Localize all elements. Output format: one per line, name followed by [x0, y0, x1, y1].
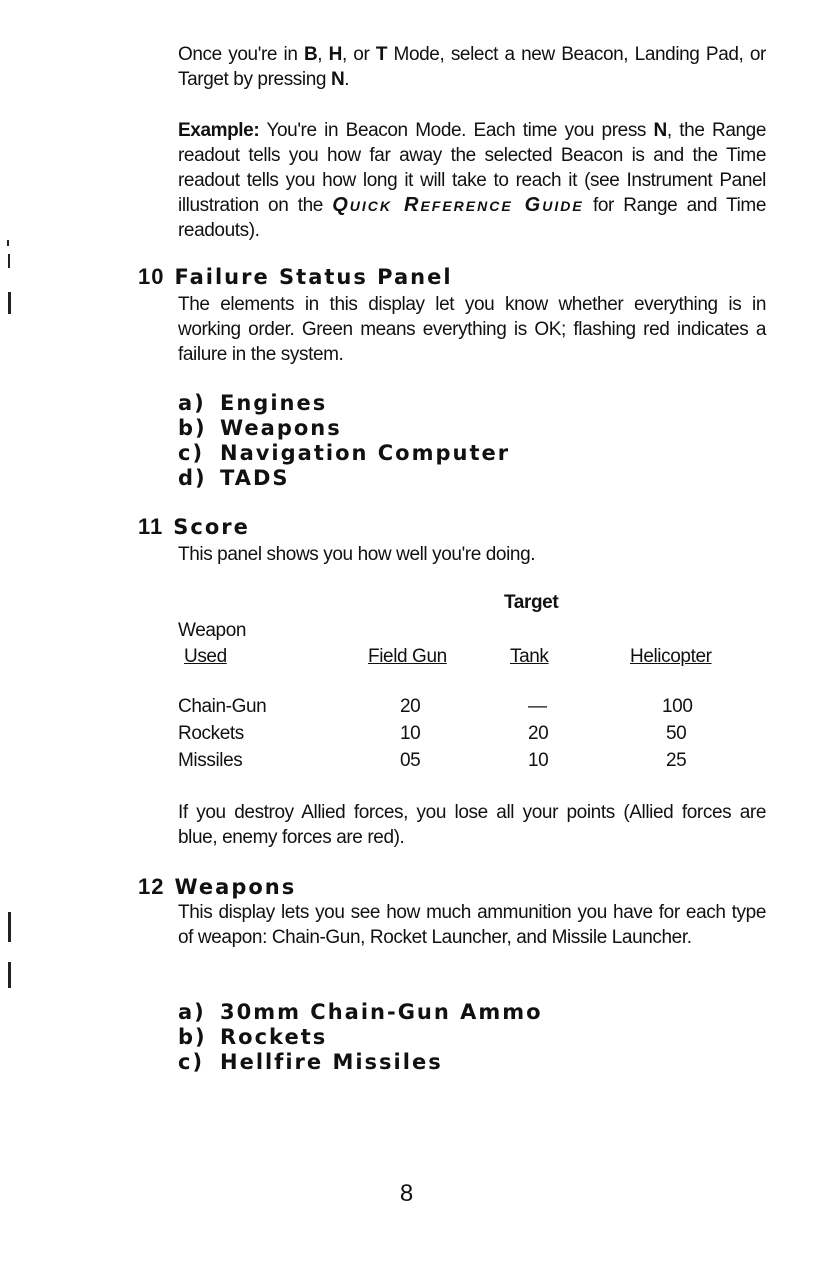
table-header: Weapon [178, 620, 247, 641]
section-title: Failure Status Panel [174, 265, 453, 289]
weapons-list [178, 1000, 543, 1075]
list-item: b) Weapons [178, 416, 342, 440]
page-number: 8 [399, 1180, 414, 1207]
example-paragraph: Example: You're in Beacon Mode. Each time you press N, the Range readout tells you how far away the selected Beacon is and the Time readout tells you how long it will take to reach it (see Instrument Panel illustration on the Quick Reference Guide for Range and Time readouts). [178, 120, 766, 241]
intro-paragraph: Once you're in B, H, or T Mode, select a new Beacon, Landing Pad, or Target by pressing N. [178, 44, 766, 90]
margin-mark [8, 254, 10, 268]
section-11-note: If you destroy Allied forces, you lose all your points (Allied forces are blue, enemy forces are red). [178, 802, 766, 848]
table-group-header: Target [504, 592, 559, 613]
table-cell: — [528, 696, 547, 717]
list-item: b) Rockets [178, 1025, 328, 1049]
margin-mark [8, 292, 11, 314]
section-heading-11 [138, 514, 250, 540]
section-12-text: This display lets you see how much ammunition you have for each type of weapon: Chain-Gun, Rocket Launcher, and Missile Launcher. [178, 902, 766, 948]
list-item: a) 30mm Chain-Gun Ammo [178, 1000, 543, 1024]
table-header: Used [184, 646, 227, 667]
table-cell: 10 [400, 723, 421, 744]
list-item: c) Navigation Computer [178, 441, 511, 465]
table-cell: 100 [662, 696, 693, 717]
section-number: 11 [138, 514, 164, 539]
failure-status-list [178, 391, 510, 491]
table-cell: Chain-Gun [178, 696, 267, 717]
table-cell: 10 [528, 750, 549, 771]
section-heading-10 [138, 264, 453, 290]
list-item: d) TADS [178, 466, 290, 490]
margin-mark [7, 240, 9, 246]
margin-mark [8, 962, 11, 988]
table-cell: 20 [400, 696, 421, 717]
section-number: 10 [138, 264, 165, 289]
example-label: Example: [178, 120, 260, 141]
table-cell: 20 [528, 723, 549, 744]
section-11-text: This panel shows you how well you're doing. [178, 544, 536, 565]
table-header: Tank [510, 646, 549, 667]
table-header: Field Gun [368, 646, 447, 667]
section-10-text: The elements in this display let you know whether everything is in working order. Green means everything is OK; flashing red indicates a failure in the system. [178, 294, 766, 365]
list-item: c) Hellfire Missiles [178, 1050, 443, 1074]
section-title: Weapons [174, 875, 297, 899]
section-heading-12 [138, 874, 296, 900]
list-item: a) Engines [178, 391, 328, 415]
section-number: 12 [138, 874, 165, 899]
table-cell: 25 [666, 750, 687, 771]
margin-mark [8, 912, 11, 942]
score-table [178, 592, 738, 782]
table-cell: 50 [666, 723, 687, 744]
section-title: Score [173, 515, 250, 539]
table-cell: Rockets [178, 723, 244, 744]
table-cell: Missiles [178, 750, 243, 771]
quick-reference-guide: Quick Reference Guide [332, 194, 584, 216]
table-header: Helicopter [630, 646, 712, 667]
table-cell: 05 [400, 750, 421, 771]
